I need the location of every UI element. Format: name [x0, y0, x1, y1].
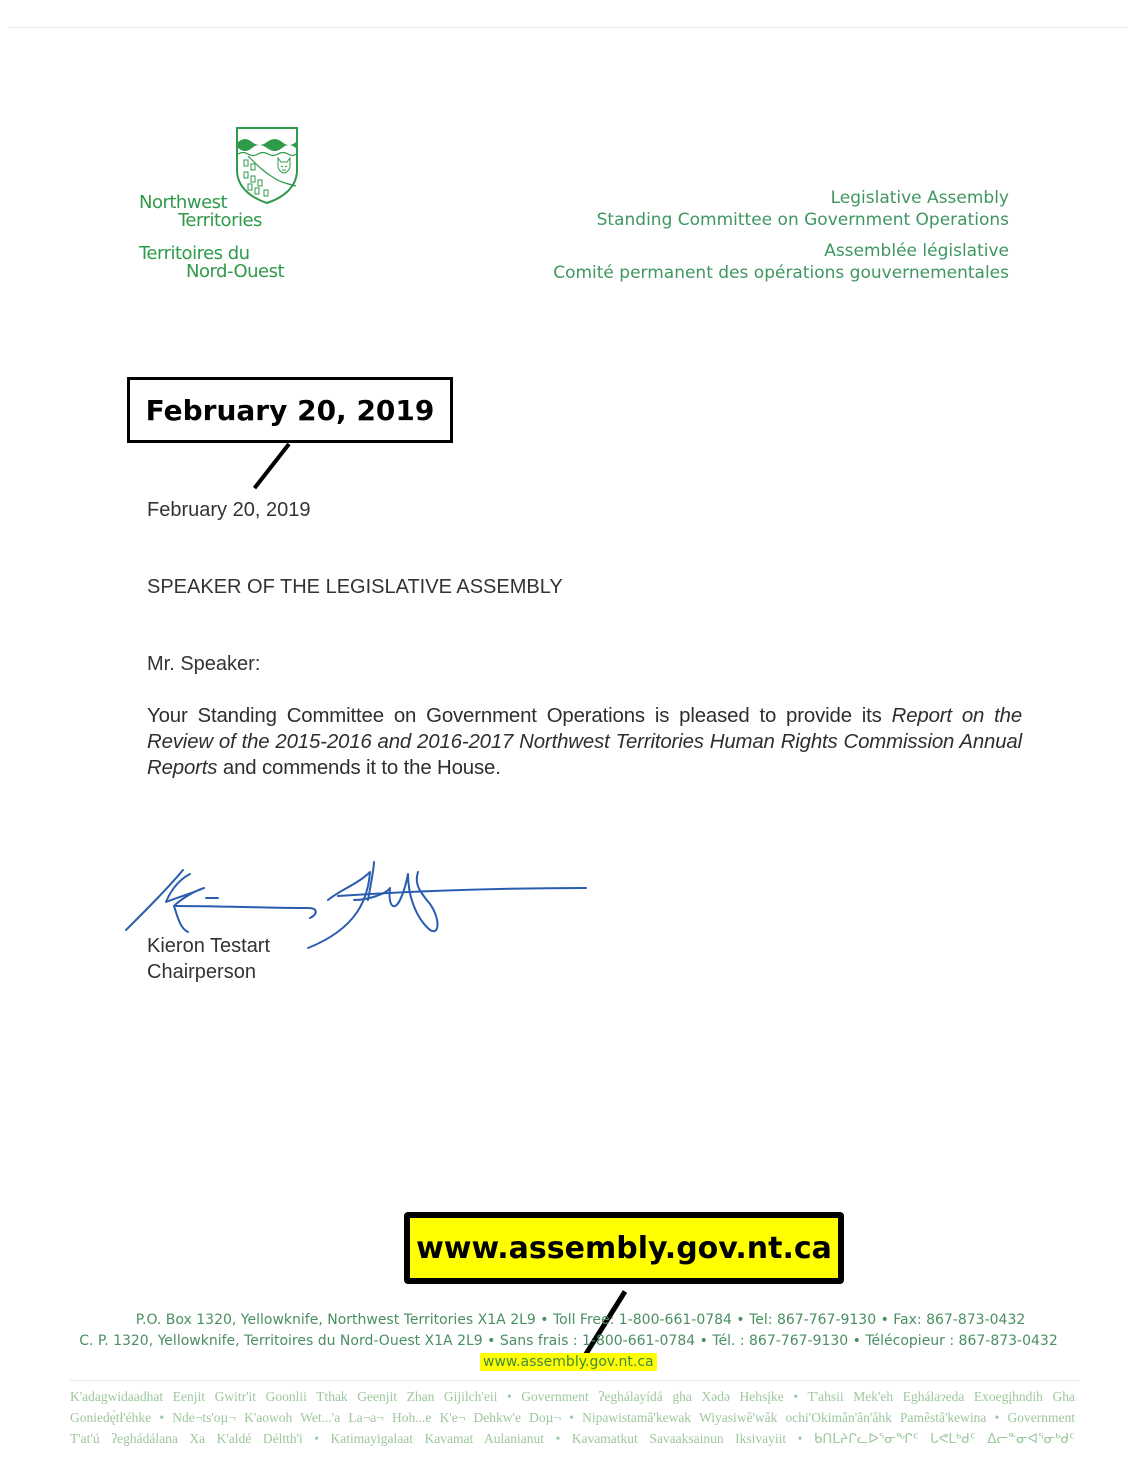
- signer-name: Kieron Testart: [147, 935, 271, 957]
- website-callout-box: [404, 1212, 844, 1284]
- date-callout-pointer: [253, 443, 291, 490]
- report-title: Report on the Review of the 2015-2016 and 2016-2017 Northwest Territories Human Rights Commission Annual Reports: [147, 705, 1023, 779]
- footer-address-fr: C. P. 1320, Yellowknife, Territoires du Nord-Ouest X1A 2L9 • Sans frais : 1-800-661-0784 • Tél. : 867-767-9130 • Télécopieur : 867-873-0432: [79, 1333, 1058, 1349]
- footer-languages-line3: T'at'ú ʔeghádálana Xa K'aldé Déltth'i • Katimayigalaat Kavamat Aulanianut • Kavamatkut Savaaksainun Iksivayiit • ᑲᑎᒪᔨᒋᓚᐅᕐᓂᖏᑦ ᒐᕙᒪᒃᑯᑦ ᐃᓕᓐᓂᐊᕐᓂᒃᑯᑦ: [70, 1431, 1075, 1446]
- logo-name-fr-line2: Nord-Ouest: [186, 261, 285, 282]
- scan-top-rule: [8, 27, 1128, 28]
- committee-en-line2: Standing Committee on Government Operations: [596, 210, 1009, 230]
- footer-address-en: P.O. Box 1320, Yellowknife, Northwest Territories X1A 2L9 • Toll Free: 1-800-661-0784 • Tel: 867-767-9130 • Fax: 867-873-0432: [135, 1312, 1026, 1328]
- logo-name-en-line1: Northwest: [139, 192, 228, 213]
- footer-website-link[interactable]: www.assembly.gov.nt.ca: [480, 1353, 657, 1371]
- logo-name-fr-line1: Territoires du: [139, 243, 250, 264]
- body-intro: Your Standing Committee on Government Operations is pleased to provide its: [147, 705, 892, 727]
- footer-divider: [70, 1380, 1080, 1381]
- letter-salutation: Mr. Speaker:: [147, 653, 261, 675]
- letter-recipient: SPEAKER OF THE LEGISLATIVE ASSEMBLY: [147, 576, 563, 598]
- footer-languages-line1: K'adagwidaadhat Eenjit Gwitr'it Goonlii Tthak Geenjit Zhan Gijilch'eii • Government ʔeghálayídá gha Xədə Hehsįke • T'ahsii Mek'eh Eghálaɂeda Exoegįhndih Gha: [70, 1389, 1075, 1404]
- nwt-crest-icon: [234, 126, 300, 204]
- body-closing: and commends it to the House.: [217, 757, 501, 779]
- letter-date: February 20, 2019: [147, 499, 311, 521]
- footer-languages-line2: Goniedę́tł'éhke • Nde¬ts'oµ¬ K'aowoh Wet...'a La¬a¬ Hoh...e K'e¬ Dehkw'e Doµ¬ • Nipawistamâ'kewak Wiyasiwê'wâk ochi'Okimân'ân'âhk Pamêstâ'kewina • Government: [70, 1410, 1075, 1425]
- logo-name-en-line2: Territories: [178, 210, 262, 231]
- committee-en-line1: Legislative Assembly: [830, 188, 1009, 208]
- date-callout-text: February 20, 2019: [145, 393, 435, 427]
- website-callout-text: www.assembly.gov.nt.ca: [416, 1230, 832, 1266]
- signer-title: Chairperson: [147, 961, 256, 983]
- letter-body-paragraph: [147, 703, 1022, 781]
- committee-fr-line2: Comité permanent des opérations gouvernementales: [553, 263, 1009, 283]
- date-callout-box: [127, 377, 453, 443]
- committee-fr-line1: Assemblée législative: [824, 241, 1009, 261]
